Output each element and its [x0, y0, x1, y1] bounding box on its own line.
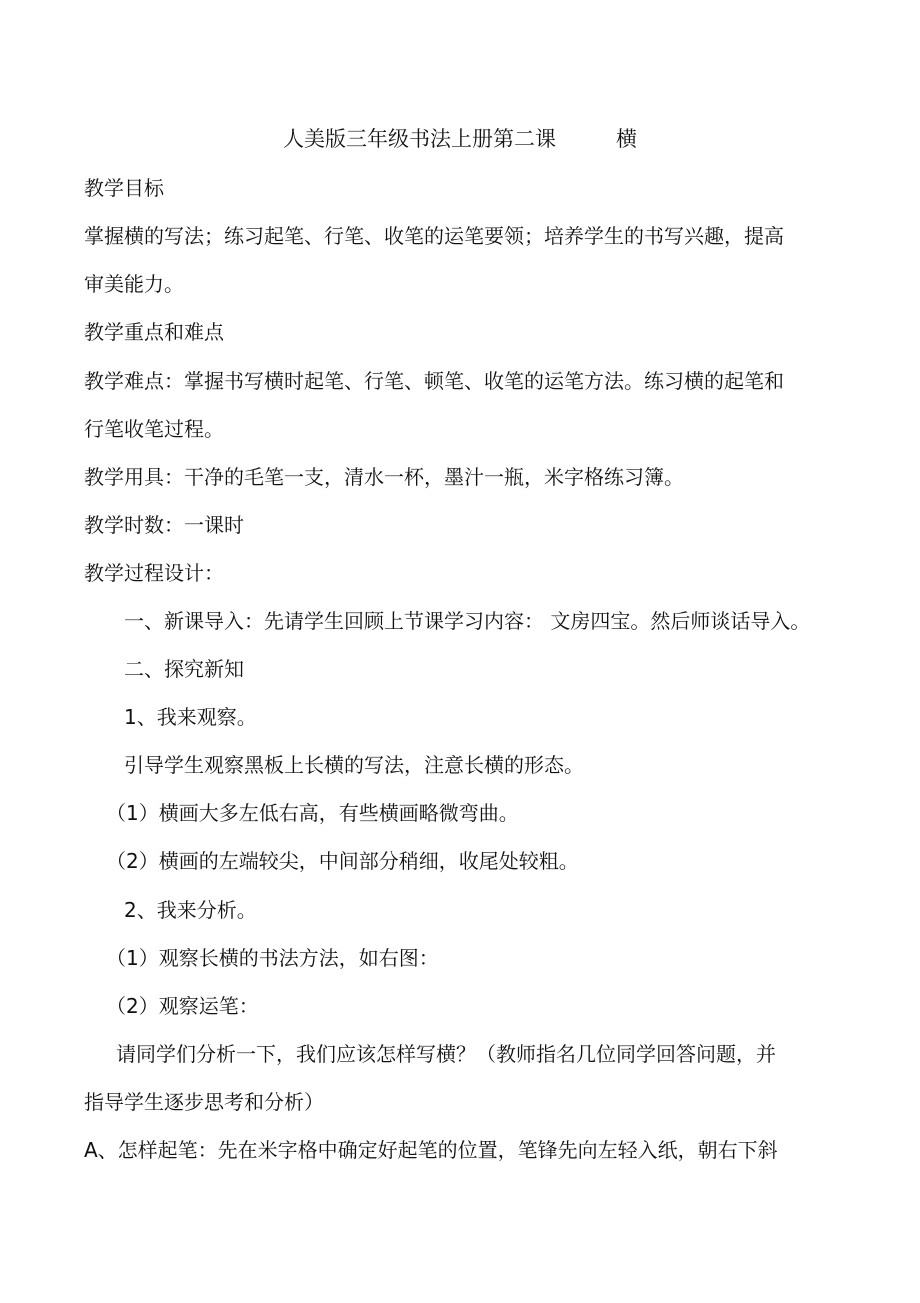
paragraph-line: 教学用具：干净的毛笔一支，清水一杯，墨汁一瓶，米字格练习簿。 — [84, 465, 684, 489]
heading-process-design: 教学过程设计： — [84, 561, 224, 585]
list-item: （1）观察长横的书法方法，如右图： — [106, 946, 439, 970]
section-heading: 二、探究新知 — [124, 657, 244, 681]
paragraph-line: 一、新课导入：先请学生回顾上节课学习内容： 文房四宝。然后师谈话导入。 — [124, 609, 811, 633]
paragraph-line: A、怎样起笔：先在米字格中确定好起笔的位置，笔锋先向左轻入纸，朝右下斜 — [84, 1138, 778, 1162]
paragraph-line: 请同学们分析一下，我们应该怎样写横？（教师指名几位同学回答问题，并 — [116, 1042, 776, 1066]
list-item: （2）观察运笔： — [106, 994, 259, 1018]
paragraph-line: 审美能力。 — [84, 272, 184, 296]
subsection-heading: 2、我来分析。 — [124, 898, 257, 922]
heading-key-points: 教学重点和难点 — [84, 320, 224, 344]
list-item: （1）横画大多左低右高，有些横画略微弯曲。 — [106, 801, 519, 825]
paragraph-line: 教学时数：一课时 — [84, 513, 244, 537]
paragraph-line: 教学难点：掌握书写横时起笔、行笔、顿笔、收笔的运笔方法。练习横的起笔和 — [84, 369, 784, 393]
paragraph-line: 指导学生逐步思考和分析） — [84, 1090, 324, 1114]
subsection-heading: 1、我来观察。 — [124, 705, 257, 729]
paragraph-line: 行笔收笔过程。 — [84, 417, 224, 441]
paragraph-line: 引导学生观察黑板上长横的写法，注意长横的形态。 — [124, 753, 584, 777]
heading-teaching-objectives: 教学目标 — [84, 176, 164, 200]
paragraph-line: 掌握横的写法；练习起笔、行笔、收笔的运笔要领；培养学生的书写兴趣，提高 — [84, 224, 784, 248]
list-item: （2）横画的左端较尖，中间部分稍细，收尾处较粗。 — [106, 849, 579, 873]
document-title: 人美版三年级书法上册第二课 横 — [282, 127, 638, 151]
